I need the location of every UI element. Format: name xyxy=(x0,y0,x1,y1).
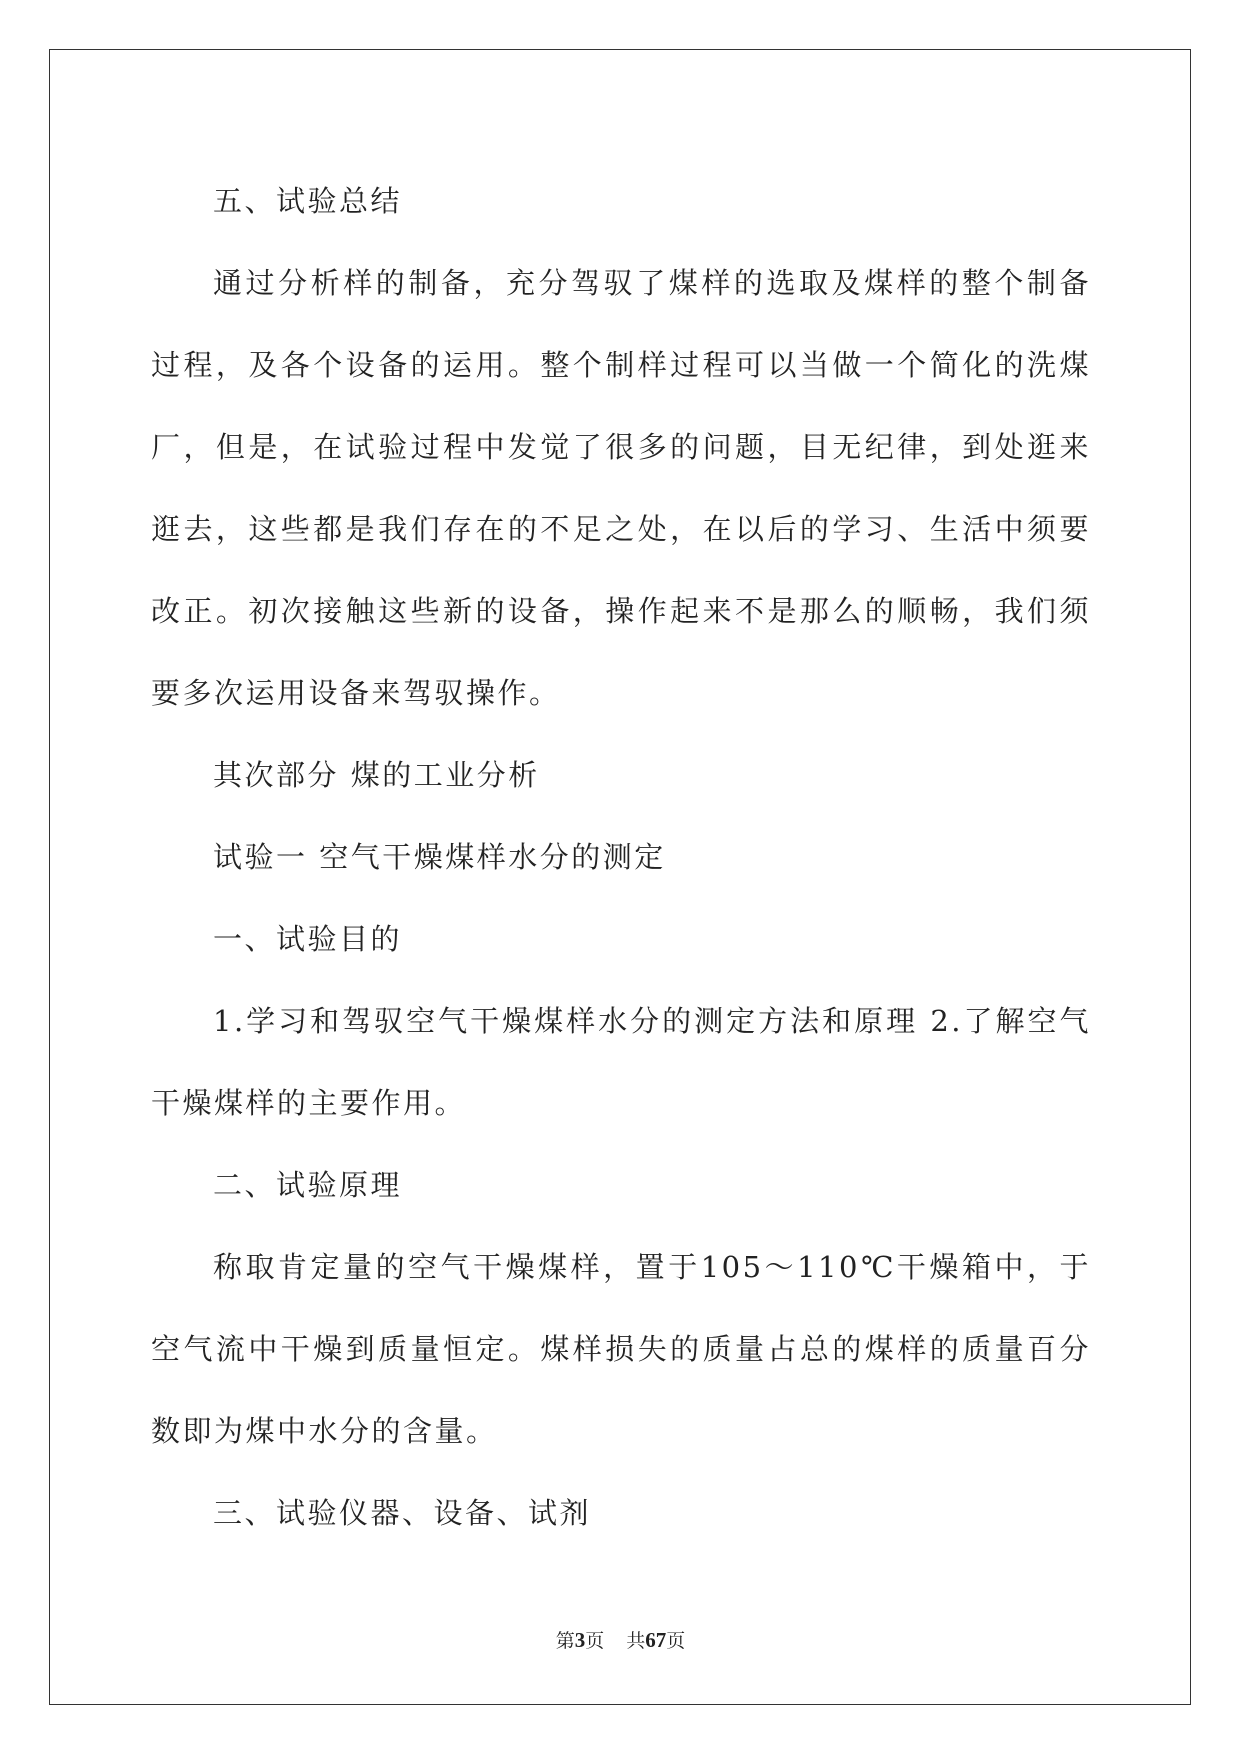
page-number: 3 xyxy=(574,1628,586,1652)
body-paragraph: 1.学习和驾驭空气干燥煤样水分的测定方法和原理 2.了解空气干燥煤样的主要作用。 xyxy=(151,1004,1091,1120)
total-prefix: 共 xyxy=(626,1630,646,1652)
section-heading: 三、试验仪器、设备、试剂 xyxy=(213,1496,592,1530)
body-paragraph: 称取肯定量的空气干燥煤样，置于105～110℃干燥箱中，于空气流中干燥到质量恒定。煤样损失的质量占总的煤样的质量百分数即为煤中水分的含量。 xyxy=(151,1250,1091,1448)
page-footer xyxy=(0,1627,1241,1654)
total-suffix: 页 xyxy=(666,1630,686,1652)
document-body xyxy=(151,160,1091,1554)
experiment-heading: 试验一 空气干燥煤样水分的测定 xyxy=(213,840,666,874)
part-heading: 其次部分 煤的工业分析 xyxy=(213,758,540,792)
section-heading: 二、试验原理 xyxy=(213,1168,403,1202)
page-suffix: 页 xyxy=(585,1630,605,1652)
total-pages: 67 xyxy=(645,1628,667,1652)
section-heading: 一、试验目的 xyxy=(213,922,403,956)
section-heading: 五、试验总结 xyxy=(213,184,403,218)
page-prefix: 第 xyxy=(555,1630,575,1652)
body-paragraph: 通过分析样的制备，充分驾驭了煤样的选取及煤样的整个制备过程，及各个设备的运用。整个制样过程可以当做一个简化的洗煤厂，但是，在试验过程中发觉了很多的问题，目无纪律，到处逛来逛去，这些都是我们存在的不足之处，在以后的学习、生活中须要改正。初次接触这些新的设备，操作起来不是那么的顺畅，我们须要多次运用设备来驾驭操作。 xyxy=(151,266,1091,710)
